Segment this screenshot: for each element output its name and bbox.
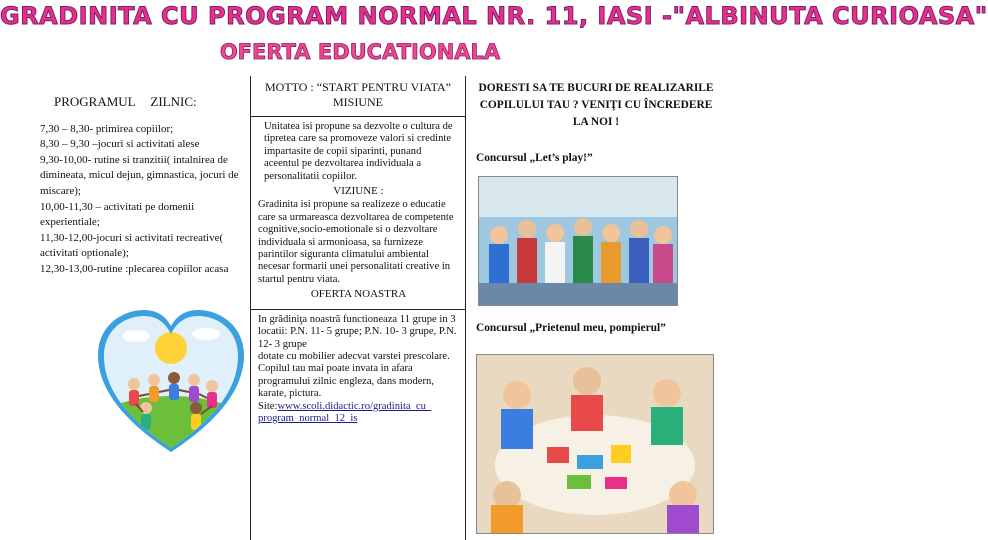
page-subtitle: OFERTA EDUCATIONALA [219, 40, 501, 64]
contest-photo-table [476, 354, 714, 534]
misiune-text: Unitatea isi propune sa dezvolte o cultura de tipretea care sa promoveze valori si credinte impartasite de copii siparinti, punand aceentul pe dezvoltarea individuala a personalitatii copiilor. [264, 121, 453, 182]
program-line: 8,30 – 9,30 –jocuri si activitati alese [40, 138, 200, 151]
program-heading: PROGRAMUL ZILNIC: [54, 94, 197, 109]
mission-section [251, 117, 465, 310]
middle-column [250, 76, 466, 540]
motto-text: MOTTO : “START PENTRU VIATA” [264, 80, 452, 94]
invitation-text: DORESTI SA TE BUCURI DE REALIZARILE COPILULUI TAU ? VENIŢI CU ÎNCREDERE LA NOI ! [478, 82, 714, 128]
heart-children-illustration [96, 308, 246, 458]
site-line [258, 401, 459, 426]
sun-icon [155, 332, 187, 364]
oferta-line: dotate cu mobilier adecvat varstei prescolare. [258, 350, 450, 362]
misiune-title: MISIUNE [333, 95, 383, 109]
oferta-title: OFERTA NOASTRA [310, 288, 407, 301]
daily-program [40, 94, 240, 278]
program-line: 11,30-12,00-jocuri si activitati recreative( activitati optionale); [40, 231, 224, 260]
viziune-text: Gradinita isi propune sa realizeze o educatie care sa urmareasca dezvoltarea de competente cognitive,socio-emotionale si o dezvoltare individuala si armonioasa, sa furnizeze parintilor siguranta climatului ambiental necesar formarii unei personalitati creative in startul pentru viata. [258, 199, 454, 285]
program-line: 7,30 – 8,30- primirea copiilor; [40, 122, 174, 135]
site-link[interactable]: www.scoli.didactic.ro/gradinita_cu_ program_normal_12_is [258, 400, 432, 424]
motto-section [251, 76, 465, 117]
viziune-title: VIZIUNE : [333, 185, 384, 198]
oferta-section [251, 310, 465, 432]
site-label: Site: [258, 400, 278, 412]
oferta-line: In grădiniţa noastră functioneaza 11 grupe in 3 locatii: P.N. 11- 5 grupe; P.N. 10- 3 grupe, P.N. 12- 3 grupe [258, 313, 457, 350]
page-title: GRADINITA CU PROGRAM NORMAL NR. 11, IASI -"ALBINUTA CURIOASA" [0, 2, 988, 30]
contest-lets-play: Concursul „Let’s play!” [476, 152, 593, 164]
program-line: 9,30-10,00- rutine si tranzitii( intalnirea de dimineata, micul dejun, gimnastica, jocuri de miscare); [40, 153, 239, 197]
contest-pompierul: Concursul „Prietenul meu, pompierul” [476, 322, 666, 334]
program-line: 10,00-11,30 – activitati pe domenii experientiale; [40, 200, 195, 229]
contest-photo-children [478, 176, 678, 306]
right-column [472, 80, 720, 334]
oferta-line: Copilul tau mai poate invata in afara programului zilnic engleza, dans modern, karate, pictura. [258, 363, 434, 400]
program-line: 12,30-13,00-rutine :plecarea copiilor acasa [40, 262, 229, 275]
